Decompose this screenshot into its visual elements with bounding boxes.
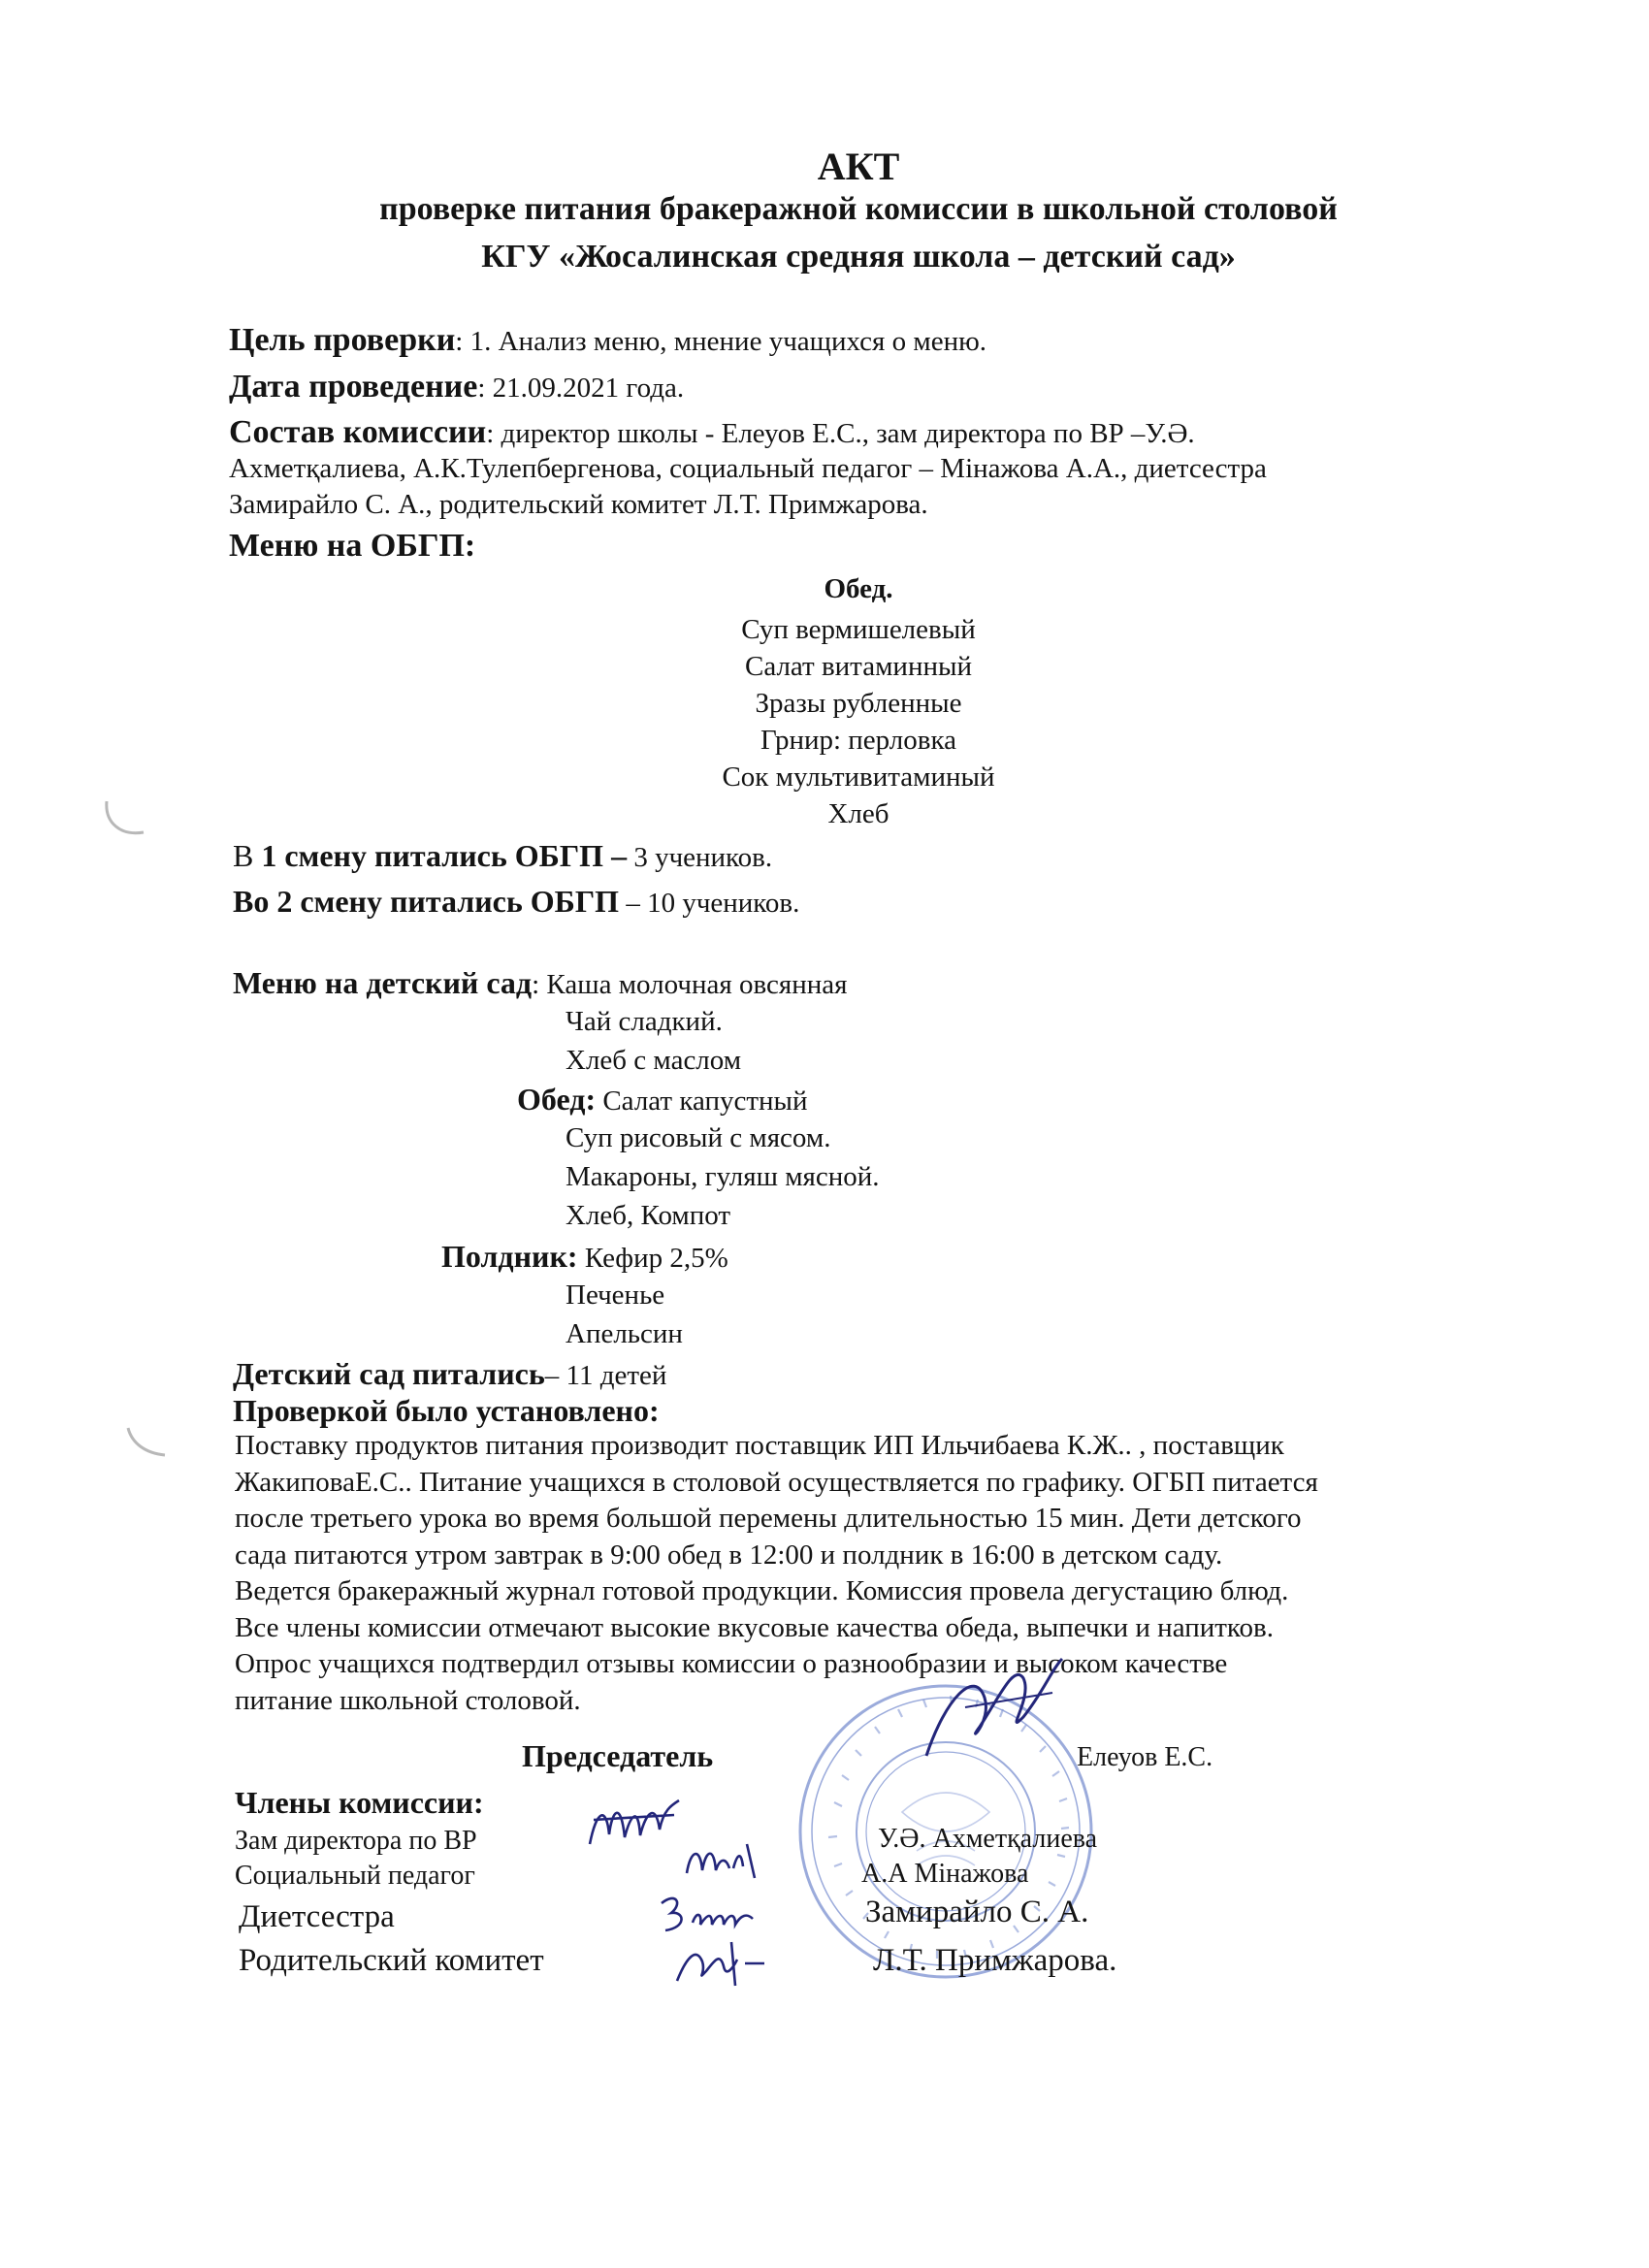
shift-1 xyxy=(233,838,772,875)
members-heading xyxy=(235,1785,484,1822)
member-name: У.Ә. Ахметқалиева xyxy=(878,1824,1098,1854)
shift-1-prefix: В xyxy=(233,838,262,873)
check-goal-label: Цель проверки xyxy=(229,322,456,358)
member-name: А.А Мінажова xyxy=(861,1859,1029,1889)
obgp-menu-item: Хлеб xyxy=(827,798,889,829)
obgp-menu-colon: : xyxy=(464,528,476,564)
member-name: Л.Т. Примжарова. xyxy=(873,1943,1117,1978)
kindergarten-snack-item: Кефир 2,5% xyxy=(577,1243,728,1274)
obgp-menu-item: Суп вермишелевый xyxy=(741,614,976,645)
commission-text-1: : директор школы - Елеуов Е.С., зам директора по ВР –У.Ә. xyxy=(486,418,1195,449)
findings-line: Все члены комиссии отмечают высокие вкусовые качества обеда, выпечки и напитков. xyxy=(235,1611,1274,1643)
kindergarten-breakfast-item: Чай сладкий. xyxy=(566,1006,723,1037)
doc-subtitle: проверке питания бракеражной комиссии в школьной столовой xyxy=(379,191,1338,227)
findings-label: Проверкой было установлено: xyxy=(233,1393,660,1428)
shift-2 xyxy=(233,884,799,921)
check-date-value: : 21.09.2021 года. xyxy=(477,373,685,404)
member-role: Социальный педагог xyxy=(235,1861,475,1891)
obgp-menu-item: Салат витаминный xyxy=(744,651,972,682)
shift-1-bold: 1 смену питались ОБГП – xyxy=(261,838,628,873)
findings-line: после третьего урока во время большой перемены длительностью 15 мин. Дети детского xyxy=(235,1503,1302,1534)
kindergarten-lunch-item: Салат капустный xyxy=(596,1085,808,1117)
kindergarten-lunch-item: Суп рисовый с мясом. xyxy=(566,1122,831,1153)
shift-2-bold: Во 2 смену питались ОБГП xyxy=(233,884,620,919)
findings-heading xyxy=(233,1393,660,1430)
obgp-menu-item: Сок мультивитаминый xyxy=(722,761,995,793)
chairman-name: Елеуов Е.С. xyxy=(1077,1742,1213,1772)
kindergarten-breakfast-item: Хлеб с маслом xyxy=(566,1045,742,1076)
kindergarten-lunch-item: Хлеб, Компот xyxy=(566,1200,731,1231)
kindergarten-snack-item: Печенье xyxy=(566,1280,665,1311)
shift-1-count: 3 учеников. xyxy=(627,842,773,873)
kindergarten-menu-label: Меню на детский сад xyxy=(233,965,533,1000)
shift-2-count: – 10 учеников. xyxy=(619,888,800,919)
commission-text-3: Замирайло С. А., родительский комитет Л.Т. Примжарова. xyxy=(229,489,928,520)
check-date xyxy=(229,370,684,405)
findings-line: сада питаются утром завтрак в 9:00 обед в 12:00 и полдник в 16:00 в детском саду. xyxy=(235,1539,1223,1571)
kindergarten-fed-value: – 11 детей xyxy=(544,1360,667,1391)
obgp-lunch-title: Обед. xyxy=(824,573,893,604)
doc-title: АКТ xyxy=(817,145,900,188)
commission-label: Состав комиссии xyxy=(229,414,487,450)
kindergarten-snack-item: Апельсин xyxy=(566,1318,683,1349)
findings-line: Ведется бракеражный журнал готовой продукции. Комиссия провела дегустацию блюд. xyxy=(235,1575,1289,1606)
findings-line: питание школьной столовой. xyxy=(235,1684,581,1716)
scan-hole-mark-icon xyxy=(101,794,149,842)
kindergarten-fed-label: Детский сад питались xyxy=(233,1356,545,1391)
obgp-menu-item: Грнир: перловка xyxy=(760,725,956,756)
member-role: Зам директора по ВР xyxy=(235,1826,477,1856)
kindergarten-breakfast-item: : Каша молочная овсянная xyxy=(532,969,848,1000)
kindergarten-snack-label: Полдник: xyxy=(441,1239,578,1274)
scan-hole-mark-icon xyxy=(124,1422,173,1461)
kindergarten-lunch-label: Обед: xyxy=(517,1082,597,1117)
doc-institution: КГУ «Жосалинская средняя школа – детский сад» xyxy=(481,239,1236,275)
kindergarten-lunch-item: Макароны, гуляш мясной. xyxy=(566,1161,880,1192)
member-name: Замирайло С. А. xyxy=(865,1895,1089,1929)
member-role: Диетсестра xyxy=(239,1899,395,1934)
commission-text-2: Ахметқалиева, А.К.Тулепбергенова, социальный педагог – Мінажова А.А., диетсестра xyxy=(229,453,1267,484)
chairman-label: Председатель xyxy=(522,1738,714,1773)
chairman-signature-icon xyxy=(907,1639,1072,1785)
members-label: Члены комиссии: xyxy=(235,1785,484,1820)
kindergarten-lunch-line xyxy=(517,1082,808,1118)
signature-parent-committee-icon xyxy=(667,1932,774,1991)
kindergarten-snack-line xyxy=(441,1239,728,1276)
findings-line: Опрос учащихся подтвердил отзывы комиссии о разнообразии и высоком качестве xyxy=(235,1648,1228,1679)
kindergarten-menu-heading xyxy=(233,965,847,1002)
check-date-label: Дата проведение xyxy=(229,369,478,405)
kindergarten-fed xyxy=(233,1356,666,1393)
member-role: Родительский комитет xyxy=(239,1943,544,1978)
signature-social-pedagogue-icon xyxy=(679,1830,766,1888)
obgp-menu-label: Меню на ОБГП xyxy=(229,528,465,564)
check-goal xyxy=(229,323,986,359)
obgp-menu-item: Зразы рубленные xyxy=(755,688,962,719)
findings-line: ЖакиповаЕ.С.. Питание учащихся в столовой осуществляется по графику. ОГБП питается xyxy=(235,1466,1318,1498)
signature-deputy-icon xyxy=(582,1791,689,1859)
findings-line: Поставку продуктов питания производит поставщик ИП Ильчибаева К.Ж.. , поставщик xyxy=(235,1430,1284,1461)
obgp-menu-heading xyxy=(229,529,475,565)
commission-line-1 xyxy=(229,415,1195,451)
check-goal-value: : 1. Анализ меню, мнение учащихся о меню. xyxy=(455,326,987,357)
